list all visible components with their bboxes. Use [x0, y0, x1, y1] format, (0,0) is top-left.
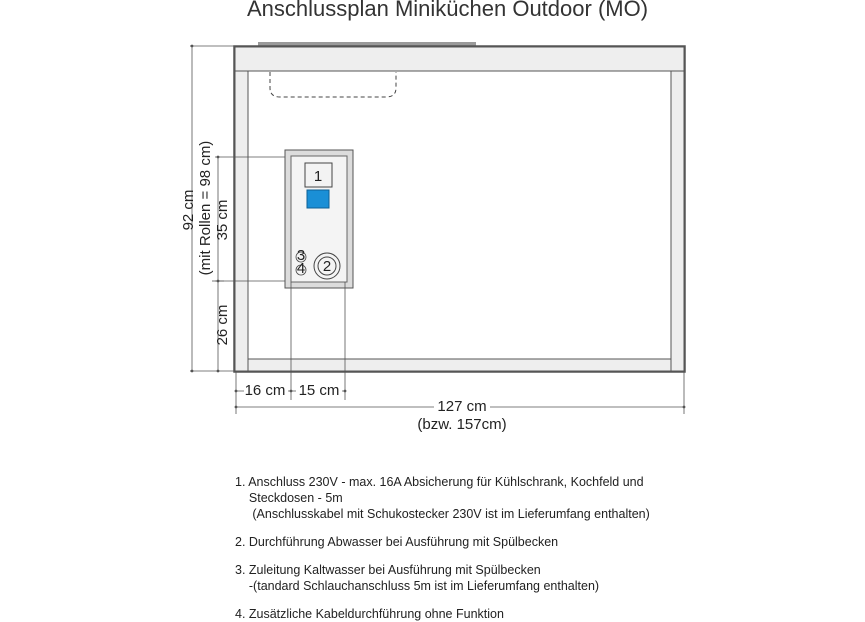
cabinet-right-post [671, 71, 684, 371]
cabinet-top-board [235, 47, 684, 71]
dim-16cm: 16 cm [244, 382, 286, 399]
note-4-line-1: 4. Zusätzliche Kabeldurchführung ohne Funktion [235, 607, 504, 621]
note-1-line-1: 1. Anschluss 230V - max. 16A Absicherung für Kühlschrank, Kochfeld und [235, 475, 644, 489]
dim-92cm: 92 cm [180, 189, 197, 231]
dim-157cm: (bzw. 157cm) [417, 416, 507, 433]
cabinet-left-post [235, 71, 248, 371]
label-4: 4 [296, 260, 306, 277]
note-1-line-3: (Anschlusskabel mit Schukostecker 230V ist im Lieferumfang enthalten) [235, 507, 650, 521]
power-cable-blue-box [307, 190, 329, 208]
label-1: 1 [313, 168, 323, 185]
label-2: 2 [322, 258, 332, 275]
dim-mit-rollen: (mit Rollen = 98 cm) [197, 140, 214, 276]
diagram-title: Anschlussplan Miniküchen Outdoor (MO) [246, 0, 649, 21]
note-3-line-1: 3. Zuleitung Kaltwasser bei Ausführung mit Spülbecken [235, 563, 541, 577]
note-1-line-2: Steckdosen - 5m [235, 491, 343, 505]
note-2-line-1: 2. Durchführung Abwasser bei Ausführung mit Spülbecken [235, 535, 559, 549]
dim-35cm: 35 cm [214, 199, 231, 241]
dim-127cm: 127 cm [437, 398, 487, 415]
label-3: 3 [296, 247, 306, 264]
notes-list [235, 474, 650, 622]
dim-15cm: 15 cm [298, 382, 340, 399]
note-3-line-2: -(tandard Schlauchanschluss 5m ist im Lieferumfang enthalten) [235, 579, 600, 593]
cabinet-bottom-board [248, 359, 671, 371]
dim-26cm: 26 cm [214, 304, 231, 346]
